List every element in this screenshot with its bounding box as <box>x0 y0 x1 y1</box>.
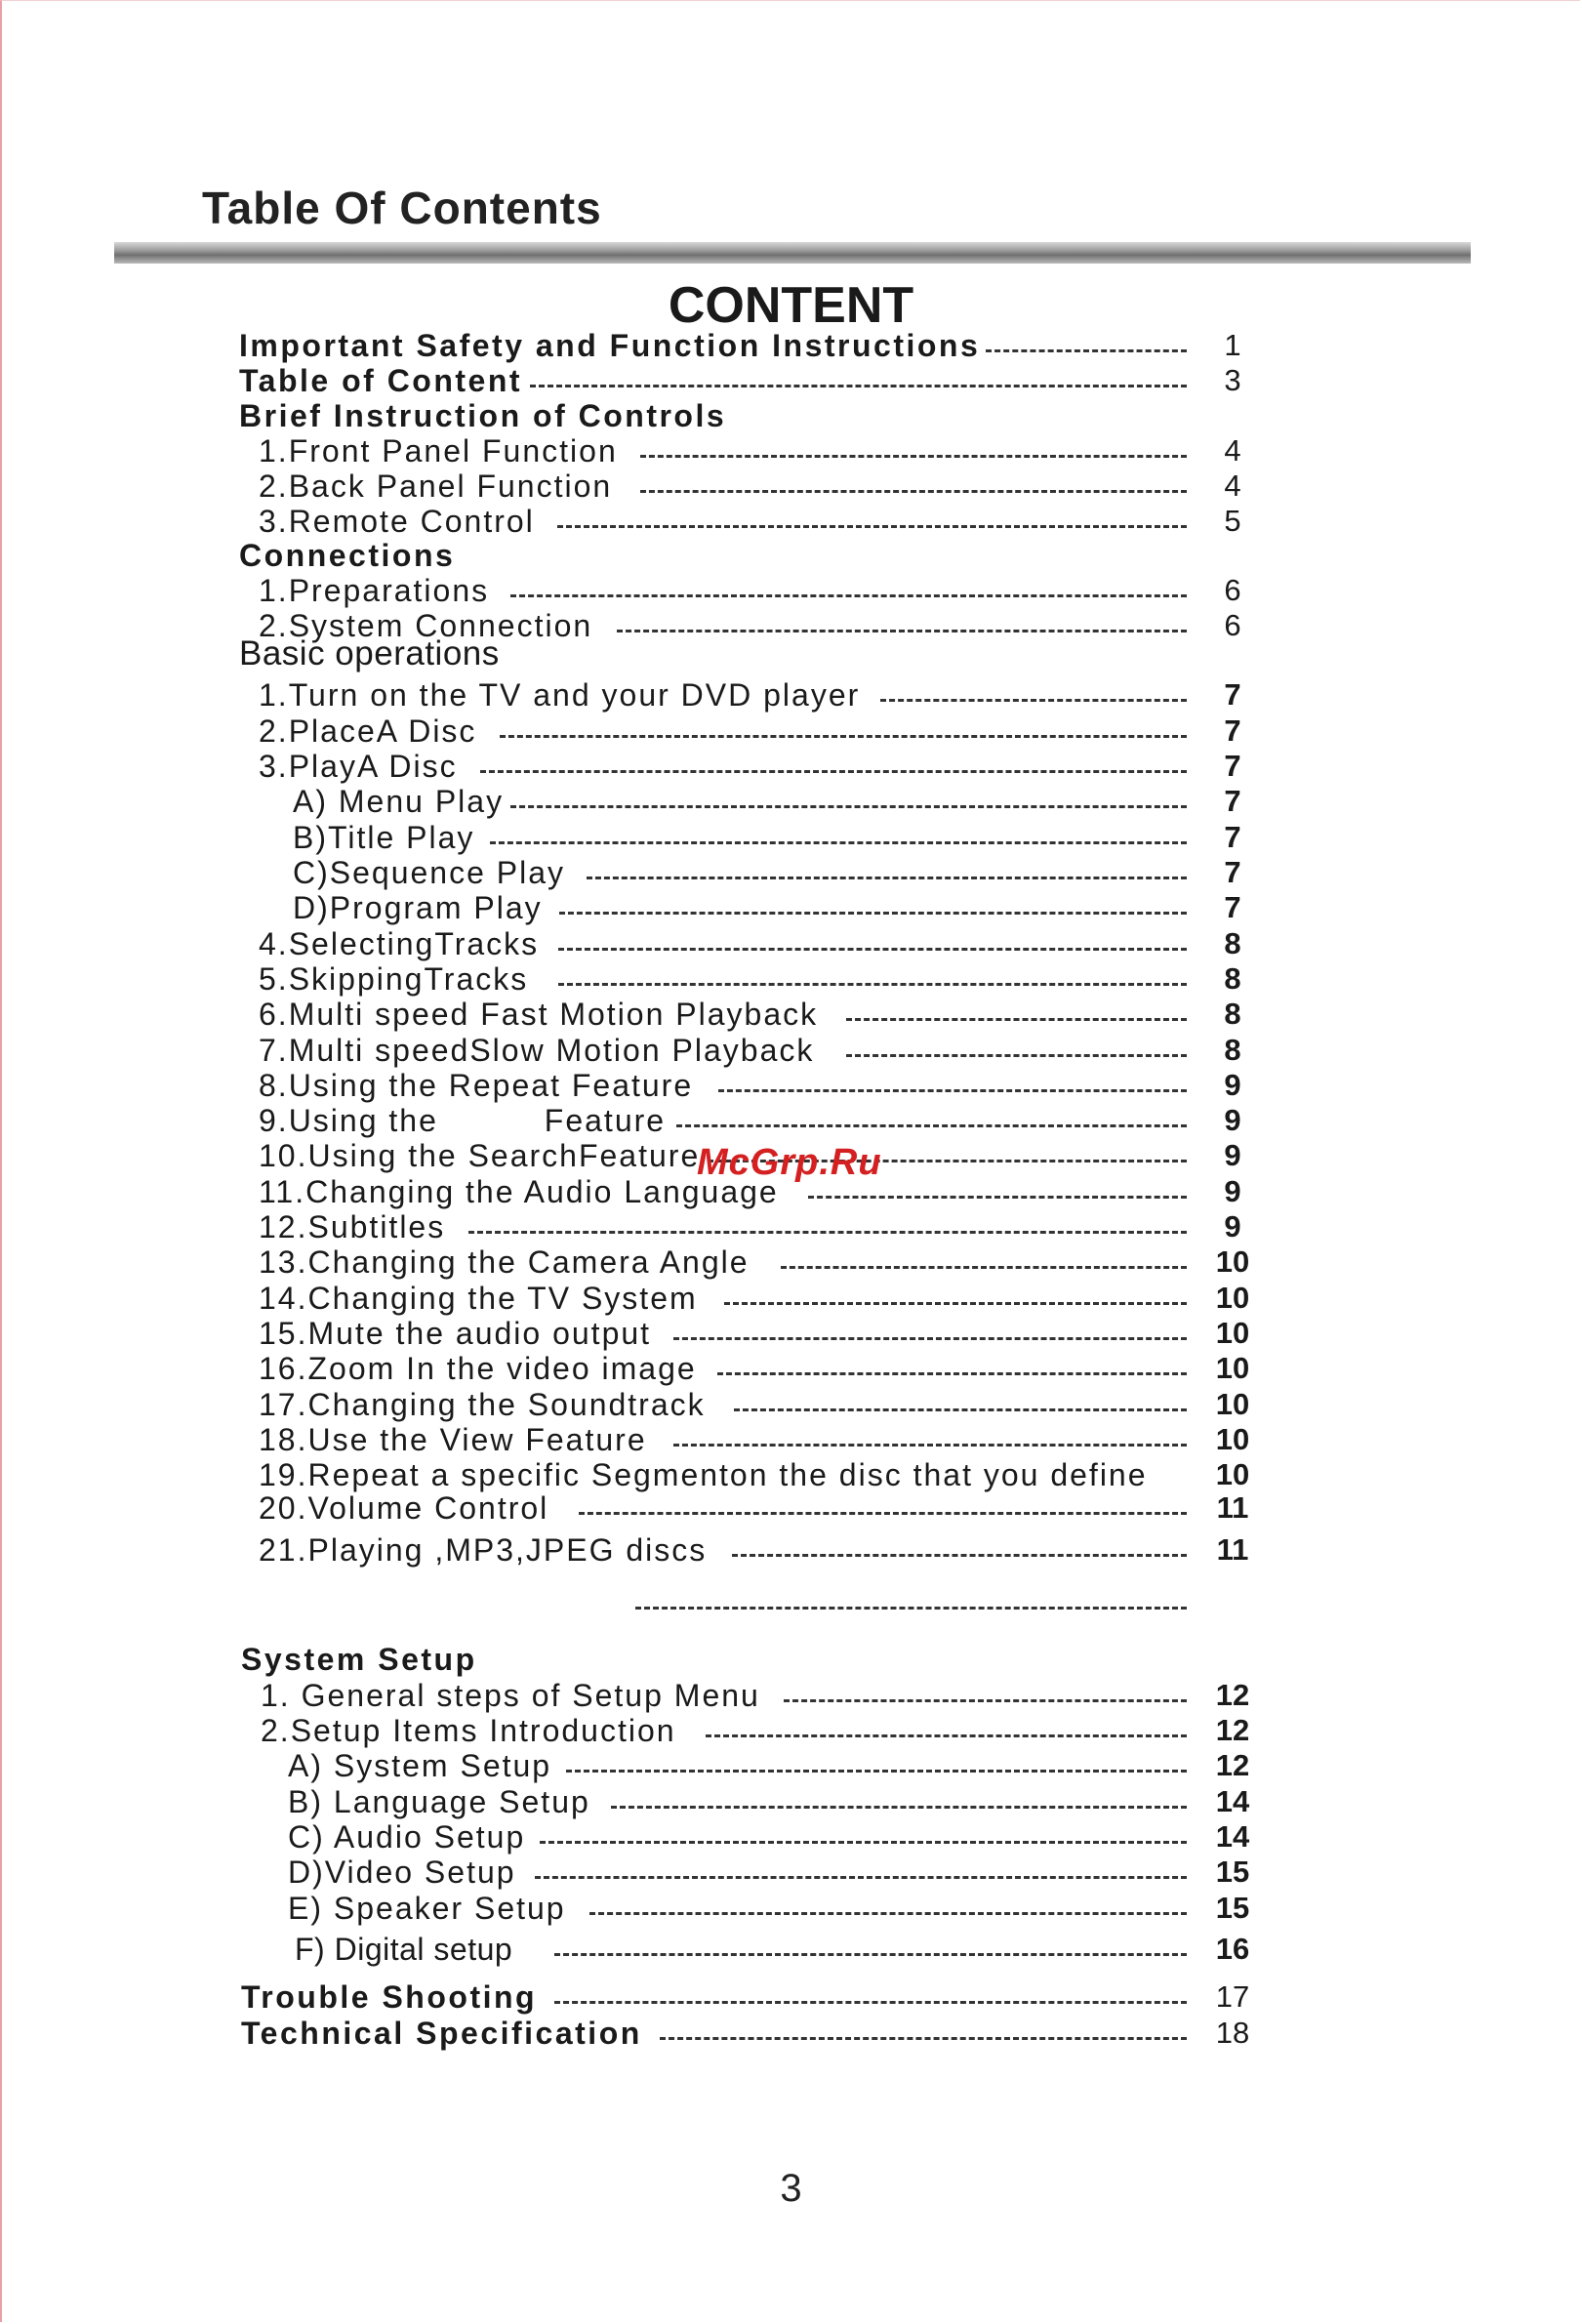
toc-leader-dots <box>566 1770 1187 1773</box>
toc-page-number: 12 <box>1215 1713 1250 1747</box>
toc-page-number: 14 <box>1215 1819 1250 1854</box>
toc-leader-dots <box>535 1876 1187 1879</box>
toc-entry <box>0 890 1582 925</box>
toc-entry <box>0 328 1582 363</box>
toc-entry <box>0 784 1582 819</box>
toc-entry <box>0 538 1582 573</box>
toc-entry-title: 18.Use the View Feature <box>259 1422 647 1457</box>
toc-entry-title: 19.Repeat a specific Segmenton the disc that you define <box>259 1457 1148 1492</box>
toc-leader-dots <box>510 594 1187 597</box>
toc-entry-title: 5.SkippingTracks <box>259 961 529 997</box>
toc-entry-title: 16.Zoom In the video image <box>259 1351 697 1386</box>
toc-entry <box>0 820 1582 855</box>
toc-leader-dots <box>510 805 1187 808</box>
toc-entry-title: D)Video Setup <box>288 1855 516 1890</box>
toc-entry-title: 21.Playing ,MP3,JPEG discs <box>259 1532 708 1568</box>
toc-page-number: 9 <box>1224 1103 1241 1137</box>
toc-leader-dots <box>554 2001 1187 2004</box>
toc-page-number: 10 <box>1215 1351 1250 1385</box>
toc-entry <box>0 363 1582 398</box>
toc-entry-title: B)Title Play <box>293 820 475 855</box>
toc-entry-title: 2.System Connection <box>259 608 593 643</box>
toc-entry-title: 2.Setup Items Introduction <box>261 1713 676 1748</box>
toc-leader-dots <box>986 349 1187 352</box>
toc-page-number: 4 <box>1224 469 1241 503</box>
toc-page-number: 8 <box>1224 1033 1241 1067</box>
toc-entry-title: 8.Using the Repeat Feature <box>259 1068 694 1103</box>
toc-leader-dots <box>480 770 1187 773</box>
toc-entry-title: Trouble Shooting <box>241 1979 538 2015</box>
toc-entry <box>0 1532 1582 1568</box>
page-number: 3 <box>780 2167 802 2210</box>
toc-entry <box>0 1490 1582 1526</box>
toc-entry <box>0 398 1582 433</box>
toc-page-number: 8 <box>1224 926 1241 960</box>
toc-leader-dots <box>808 1196 1187 1199</box>
toc-entry-title: 12.Subtitles <box>259 1209 446 1244</box>
toc-leader-dots <box>617 630 1187 632</box>
toc-leader-dots <box>734 1408 1187 1411</box>
toc-leader-dots <box>673 1444 1187 1447</box>
toc-page-number: 6 <box>1224 608 1241 642</box>
toc-page-number: 8 <box>1224 997 1241 1031</box>
toc-leader-dots <box>490 841 1187 844</box>
toc-entry-title: Basic operations <box>239 634 500 673</box>
toc-entry-title: B) Language Setup <box>288 1784 590 1819</box>
toc-entry <box>0 2016 1582 2051</box>
toc-page-number: 16 <box>1215 1932 1250 1966</box>
toc-entry-title: 1.Turn on the TV and your DVD player <box>259 677 861 713</box>
toc-page-number: 7 <box>1224 890 1241 924</box>
toc-entry <box>0 1351 1582 1386</box>
toc-entry-title: C) Audio Setup <box>288 1819 526 1855</box>
toc-entry <box>0 634 1582 675</box>
toc-entry-title: Connections <box>239 538 456 573</box>
toc-entry <box>0 608 1582 643</box>
toc-entry-title: 1.Front Panel Function <box>259 433 618 469</box>
toc-entry-title: 6.Multi speed Fast Motion Playback <box>259 997 819 1032</box>
toc-page-number: 18 <box>1215 2016 1250 2050</box>
toc-page-number: 10 <box>1215 1281 1250 1315</box>
toc-entry <box>0 1209 1582 1244</box>
toc-page-number: 6 <box>1224 573 1241 607</box>
toc-entry-title: Technical Specification <box>241 2016 642 2051</box>
toc-entry <box>0 677 1582 713</box>
toc-entry <box>0 573 1582 608</box>
toc-entry-title: System Setup <box>241 1642 477 1677</box>
toc-leader-dots <box>718 1089 1187 1092</box>
toc-entry-title: 4.SelectingTracks <box>259 926 540 961</box>
watermark: McGrp.Ru <box>697 1142 882 1183</box>
toc-entry <box>0 1891 1582 1926</box>
toc-leader-dots <box>732 1554 1187 1557</box>
toc-page-number: 9 <box>1224 1138 1241 1172</box>
toc-entry <box>0 1585 1582 1620</box>
toc-page-number: 8 <box>1224 961 1241 996</box>
header-divider <box>114 242 1471 264</box>
toc-leader-dots <box>611 1806 1187 1809</box>
toc-entry-title: 9.Using the Feature <box>259 1103 667 1138</box>
toc-leader-dots <box>673 1337 1187 1340</box>
content-heading: CONTENT <box>668 277 914 334</box>
toc-leader-dots <box>530 385 1187 387</box>
toc-entry <box>0 1713 1582 1748</box>
toc-leader-dots <box>559 912 1187 915</box>
toc-entry-title: A) Menu Play <box>293 784 505 819</box>
toc-leader-dots <box>660 2037 1187 2040</box>
toc-page-number: 7 <box>1224 677 1241 712</box>
toc-leader-dots <box>880 699 1187 702</box>
toc-page-number: 3 <box>1224 363 1241 397</box>
toc-page-number: 11 <box>1216 1490 1249 1525</box>
toc-leader-dots <box>579 1512 1187 1515</box>
toc-entry-title: F) Digital setup <box>295 1932 513 1967</box>
toc-entry <box>0 926 1582 961</box>
toc-entry-title: 7.Multi speedSlow Motion Playback <box>259 1033 815 1068</box>
toc-entry <box>0 1979 1582 2015</box>
toc-entry-title: D)Program Play <box>293 890 543 925</box>
toc-entry-title: 20.Volume Control <box>259 1490 549 1526</box>
toc-entry-title: Important Safety and Function Instructions <box>239 328 981 363</box>
toc-leader-dots <box>587 877 1187 879</box>
toc-leader-dots <box>635 1607 1187 1610</box>
toc-entry <box>0 1244 1582 1280</box>
toc-entry-title: Table of Content <box>239 363 523 398</box>
toc-page-number: 10 <box>1215 1244 1250 1279</box>
toc-page-number: 10 <box>1215 1422 1250 1456</box>
toc-page-number: 5 <box>1224 504 1241 538</box>
toc-entry <box>0 1387 1582 1422</box>
toc-page-number: 17 <box>1215 1979 1250 2014</box>
toc-leader-dots <box>640 455 1187 458</box>
toc-entry-title: 3.Remote Control <box>259 504 535 539</box>
page-header-title: Table Of Contents <box>202 183 602 233</box>
toc-entry <box>0 1033 1582 1068</box>
toc-entry-title: 1. General steps of Setup Menu <box>261 1678 760 1713</box>
toc-leader-dots <box>640 490 1187 493</box>
toc-page-number: 9 <box>1224 1174 1241 1208</box>
toc-page-number: 7 <box>1224 749 1241 783</box>
toc-page-number: 7 <box>1224 820 1241 854</box>
toc-leader-dots <box>557 525 1187 528</box>
toc-entry <box>0 1103 1582 1138</box>
toc-entry-title: 11.Changing the Audio Language <box>259 1174 779 1209</box>
toc-entry-title: 14.Changing the TV System <box>259 1281 698 1316</box>
toc-entry <box>0 961 1582 997</box>
toc-leader-dots <box>706 1734 1187 1737</box>
toc-leader-dots <box>676 1124 1187 1127</box>
toc-entry-title: 3.PlayA Disc <box>259 749 458 784</box>
toc-page-number: 10 <box>1215 1457 1250 1491</box>
toc-entry <box>0 714 1582 749</box>
toc-entry <box>0 1932 1582 1967</box>
toc-page-number: 12 <box>1215 1748 1250 1782</box>
toc-entry-title: 15.Mute the audio output <box>259 1316 652 1351</box>
toc-page-number: 1 <box>1224 328 1241 362</box>
toc-entry-title: 2.PlaceA Disc <box>259 714 477 749</box>
toc-entry <box>0 433 1582 469</box>
toc-entry-title: A) System Setup <box>288 1748 552 1783</box>
toc-entry <box>0 1457 1582 1492</box>
toc-entry <box>0 1068 1582 1103</box>
toc-leader-dots <box>781 1266 1187 1269</box>
toc-page-number: 9 <box>1224 1068 1241 1102</box>
toc-entry <box>0 1855 1582 1890</box>
toc-page-number: 10 <box>1215 1387 1250 1421</box>
toc-entry-title: E) Speaker Setup <box>288 1891 566 1926</box>
toc-leader-dots <box>500 735 1187 738</box>
toc-page-number: 10 <box>1215 1316 1250 1350</box>
toc-leader-dots <box>554 1953 1187 1956</box>
toc-page-number: 14 <box>1215 1784 1250 1818</box>
toc-entry <box>0 1422 1582 1457</box>
toc-page-number: 12 <box>1215 1678 1250 1712</box>
toc-entry <box>0 997 1582 1032</box>
toc-leader-dots <box>784 1699 1187 1702</box>
toc-entry-title: 17.Changing the Soundtrack <box>259 1387 706 1422</box>
toc-page-number: 15 <box>1215 1855 1250 1889</box>
toc-page-number: 4 <box>1224 433 1241 468</box>
toc-entry <box>0 1316 1582 1351</box>
toc-entry <box>0 504 1582 539</box>
toc-entry <box>0 1784 1582 1819</box>
toc-leader-dots <box>540 1841 1187 1844</box>
toc-leader-dots <box>717 1372 1187 1375</box>
toc-entry <box>0 1748 1582 1783</box>
toc-entry <box>0 855 1582 890</box>
toc-page-number: 9 <box>1224 1209 1241 1244</box>
toc-leader-dots <box>558 983 1187 986</box>
toc-leader-dots <box>558 948 1187 951</box>
toc-page-number: 11 <box>1216 1532 1249 1567</box>
toc-leader-dots <box>468 1231 1187 1234</box>
toc-leader-dots <box>846 1054 1187 1057</box>
toc-entry <box>0 1678 1582 1713</box>
toc-entry <box>0 469 1582 504</box>
toc-leader-dots <box>846 1018 1187 1021</box>
toc-page-number: 7 <box>1224 714 1241 748</box>
toc-page-number: 15 <box>1215 1891 1250 1925</box>
toc-entry-title: C)Sequence Play <box>293 855 566 890</box>
toc-entry <box>0 1819 1582 1855</box>
toc-entry <box>0 1642 1582 1677</box>
toc-entry-title: 13.Changing the Camera Angle <box>259 1244 750 1280</box>
toc-leader-dots <box>589 1912 1187 1915</box>
toc-leader-dots <box>724 1302 1187 1305</box>
toc-entry <box>0 749 1582 784</box>
toc-entry <box>0 1281 1582 1316</box>
toc-entry-title: Brief Instruction of Controls <box>239 398 727 433</box>
toc-entry-title: 2.Back Panel Function <box>259 469 613 504</box>
toc-entry-title: 10.Using the SearchFeature <box>259 1138 701 1173</box>
toc-page-number: 7 <box>1224 784 1241 818</box>
toc-page-number: 7 <box>1224 855 1241 889</box>
toc-entry-title: 1.Preparations <box>259 573 490 608</box>
